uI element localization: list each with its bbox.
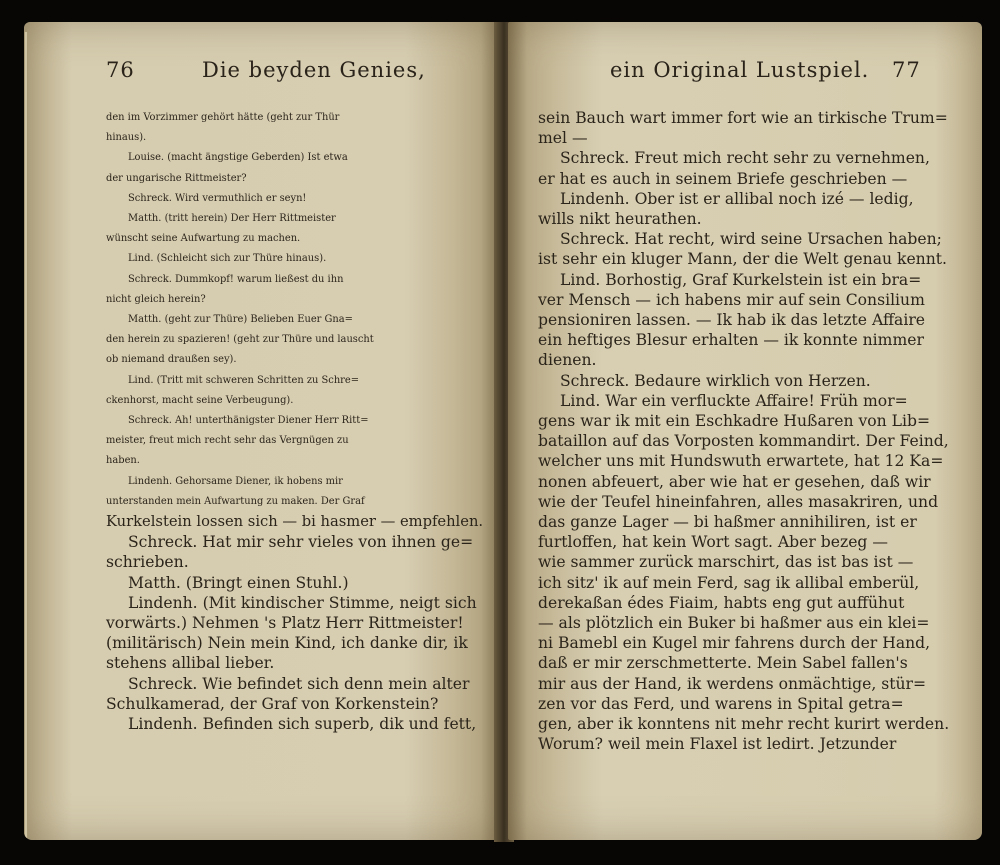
text-line: er hat es auch in seinem Briefe geschrieben — <box>538 169 908 188</box>
text-line: ni Bamebl ein Kugel mir fahrens durch der Hand, <box>538 634 931 653</box>
text-line: Matth. (tritt herein) Der Herr Rittmeister <box>128 213 336 225</box>
open-book <box>24 22 982 844</box>
text-line: Lindenh. Gehorsame Diener, ik hobens mir <box>128 475 343 487</box>
text-line: unterstanden mein Aufwartung zu maken. Der Graf <box>106 495 365 507</box>
text-line: wie sammer zurück marschirt, das ist bas ist — <box>538 553 914 572</box>
text-line: — als plötzlich ein Buker bi haßmer aus ein klei= <box>538 614 930 633</box>
left-running-head: Die beyden Genies, <box>202 58 426 82</box>
text-line: Lind. Borhostig, Graf Kurkelstein ist ein bra= <box>560 270 922 289</box>
text-line: meister, freut mich recht sehr das Vergnügen zu <box>106 435 349 447</box>
text-line: Schreck. Wie befindet sich denn mein alter <box>128 674 470 693</box>
text-line: das ganze Lager — bi haßmer annihiliren, ist er <box>538 513 917 532</box>
text-line: Lindenh. Ober ist er allibal noch izé — ledig, <box>560 189 914 208</box>
text-line: der ungarische Rittmeister? <box>106 172 247 184</box>
text-line: Schreck. Hat recht, wird seine Ursachen haben; <box>560 230 942 249</box>
text-line: ver Mensch — ich habens mir auf sein Consilium <box>538 290 925 309</box>
text-line: Worum? weil mein Flaxel ist ledirt. Jetzunder <box>538 735 897 754</box>
text-line: zen vor das Ferd, und warens in Spital getra= <box>538 694 904 713</box>
text-line: stehens allibal lieber. <box>106 654 275 673</box>
text-line: sein Bauch wart immer fort wie an tirkische Trum= <box>538 109 948 127</box>
text-line: derekaßan édes Fiaim, habts eng gut auffühut <box>538 593 905 612</box>
text-line: Schulkamerad, der Graf von Korkenstein? <box>106 694 439 713</box>
text-line: haben. <box>106 455 140 467</box>
text-line: pensioniren lassen. — Ik hab ik das letzte Affaire <box>538 311 926 330</box>
text-line: Lind. (Schleicht sich zur Thüre hinaus). <box>128 253 327 265</box>
text-line: Lindenh. (Mit kindischer Stimme, neigt sich <box>128 593 477 612</box>
text-line: Schreck. Ah! unterthänigster Diener Herr Ritt= <box>128 415 369 427</box>
text-line: gen, aber ik konntens nit mehr recht kurirt werden. <box>538 715 950 734</box>
text-line: furtloffen, hat kein Wort sagt. Aber bezeg — <box>538 533 888 552</box>
right-page-text <box>538 108 949 755</box>
text-line: Kurkelstein lossen sich — bi hasmer — empfehlen. <box>106 513 484 531</box>
text-line: mel — <box>538 129 588 148</box>
text-line: hinaus). <box>106 132 147 144</box>
text-line: wie der Teufel hineinfahren, alles masakriren, und <box>538 492 939 511</box>
text-line: Lind. War ein verfluckte Affaire! Früh mor= <box>560 391 908 410</box>
text-line: ob niemand draußen sey). <box>106 354 237 366</box>
text-line: wünscht seine Aufwartung zu machen. <box>106 233 301 245</box>
right-page-header <box>508 58 982 88</box>
text-line: daß er mir zerschmetterte. Mein Sabel fallen's <box>538 654 908 673</box>
page-edges <box>24 32 28 838</box>
text-line: Matth. (Bringt einen Stuhl.) <box>128 573 349 592</box>
text-line: ist sehr ein kluger Mann, der die Welt genau kennt. <box>538 250 947 269</box>
text-line: nonen abfeuert, aber wie hat er gesehen, daß wir <box>538 472 931 491</box>
left-page-text <box>106 108 483 734</box>
text-line: wills nikt heurathen. <box>538 210 702 229</box>
text-line: nicht gleich herein? <box>106 293 206 305</box>
text-line: schrieben. <box>106 553 189 572</box>
text-line: gens war ik mit ein Eschkadre Hußaren von Lib= <box>538 412 931 431</box>
text-line: den im Vorzimmer gehört hätte (geht zur Thür <box>106 112 340 123</box>
text-line: Schreck. Bedaure wirklich von Herzen. <box>560 371 871 390</box>
text-line: bataillon auf das Vorposten kommandirt. Der Feind, <box>538 432 949 451</box>
text-line: den herein zu spazieren! (geht zur Thüre und lauscht <box>106 334 374 346</box>
text-line: Louise. (macht ängstige Geberden) Ist etwa <box>128 152 348 164</box>
text-line: mir aus der Hand, ik werdens onmächtige, stür= <box>538 674 927 693</box>
right-running-head: ein Original Lustspiel. <box>610 58 870 82</box>
text-line: ich sitz' ik auf mein Ferd, sag ik allibal emberül, <box>538 573 920 592</box>
text-line: Schreck. Hat mir sehr vieles von ihnen ge= <box>128 533 474 552</box>
right-page-number: 77 <box>892 58 921 82</box>
left-page-header <box>24 58 500 88</box>
text-line: welcher uns mit Hundswuth erwartete, hat 12 Ka= <box>538 452 944 471</box>
text-line: Lindenh. Befinden sich superb, dik und fett, <box>128 715 477 734</box>
text-line: (militärisch) Nein mein Kind, ich danke dir, ik <box>106 634 468 653</box>
text-line: dienen. <box>538 351 597 370</box>
right-page <box>508 22 982 840</box>
text-line: Matth. (geht zur Thüre) Belieben Euer Gna= <box>128 314 353 326</box>
left-page <box>24 22 500 840</box>
text-line: Lind. (Tritt mit schweren Schritten zu Schre= <box>128 374 360 386</box>
left-page-number: 76 <box>106 58 135 82</box>
text-line: ein heftiges Blesur erhalten — ik konnte nimmer <box>538 331 924 350</box>
text-line: Schreck. Dummkopf! warum ließest du ihn <box>128 273 344 285</box>
text-line: vorwärts.) Nehmen 's Platz Herr Rittmeister! <box>106 614 464 633</box>
text-line: Schreck. Wird vermuthlich er seyn! <box>128 192 307 204</box>
text-line: Schreck. Freut mich recht sehr zu vernehmen, <box>560 149 930 168</box>
text-line: ckenhorst, macht seine Verbeugung). <box>106 394 294 406</box>
